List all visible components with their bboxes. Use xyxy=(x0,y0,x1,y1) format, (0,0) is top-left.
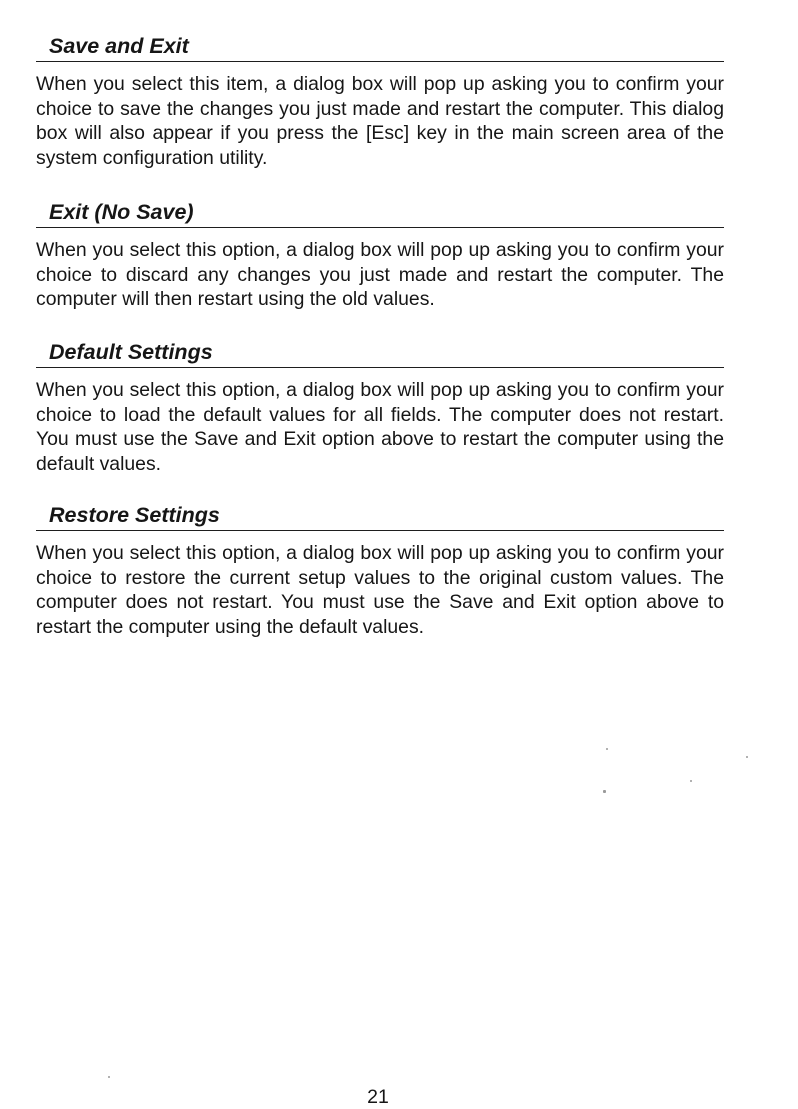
heading-underline xyxy=(36,227,724,228)
heading-underline xyxy=(36,367,724,368)
section-body: When you select this option, a dialog box will pop up asking you to confirm your choice to restore the current setup values to the original custom values. The computer does not restart. You must use the Save and Exit option above to restart the computer using the default values. xyxy=(36,542,724,638)
section-exit-no-save xyxy=(36,199,724,312)
scan-speck xyxy=(606,748,608,750)
heading-underline xyxy=(36,530,724,531)
section-body: When you select this item, a dialog box will pop up asking you to confirm your choice to save the changes you just made and restart the computer. This dialog box will also appear if you press the [Esc] key in the main screen area of the system configuration utility. xyxy=(36,73,724,169)
scan-speck xyxy=(603,790,606,793)
section-default-settings xyxy=(36,339,724,476)
scan-speck xyxy=(108,1076,110,1078)
section-body: When you select this option, a dialog box will pop up asking you to confirm your choice to load the default values for all fields. The computer does not restart. You must use the Save and Exit option above to restart the computer using the default values. xyxy=(36,379,724,475)
section-save-and-exit xyxy=(36,33,724,170)
section-heading: Restore Settings xyxy=(49,503,220,527)
section-body: When you select this option, a dialog box will pop up asking you to confirm your choice to discard any changes you just made and restart the computer. The computer will then restart using the old values. xyxy=(36,239,724,311)
scan-speck xyxy=(690,780,692,782)
heading-underline xyxy=(36,61,724,62)
section-heading: Default Settings xyxy=(49,340,213,364)
section-restore-settings xyxy=(36,502,724,639)
page-number: 21 xyxy=(367,1086,389,1108)
section-heading: Exit (No Save) xyxy=(49,200,194,224)
section-heading: Save and Exit xyxy=(49,34,189,58)
scan-speck xyxy=(746,756,748,758)
